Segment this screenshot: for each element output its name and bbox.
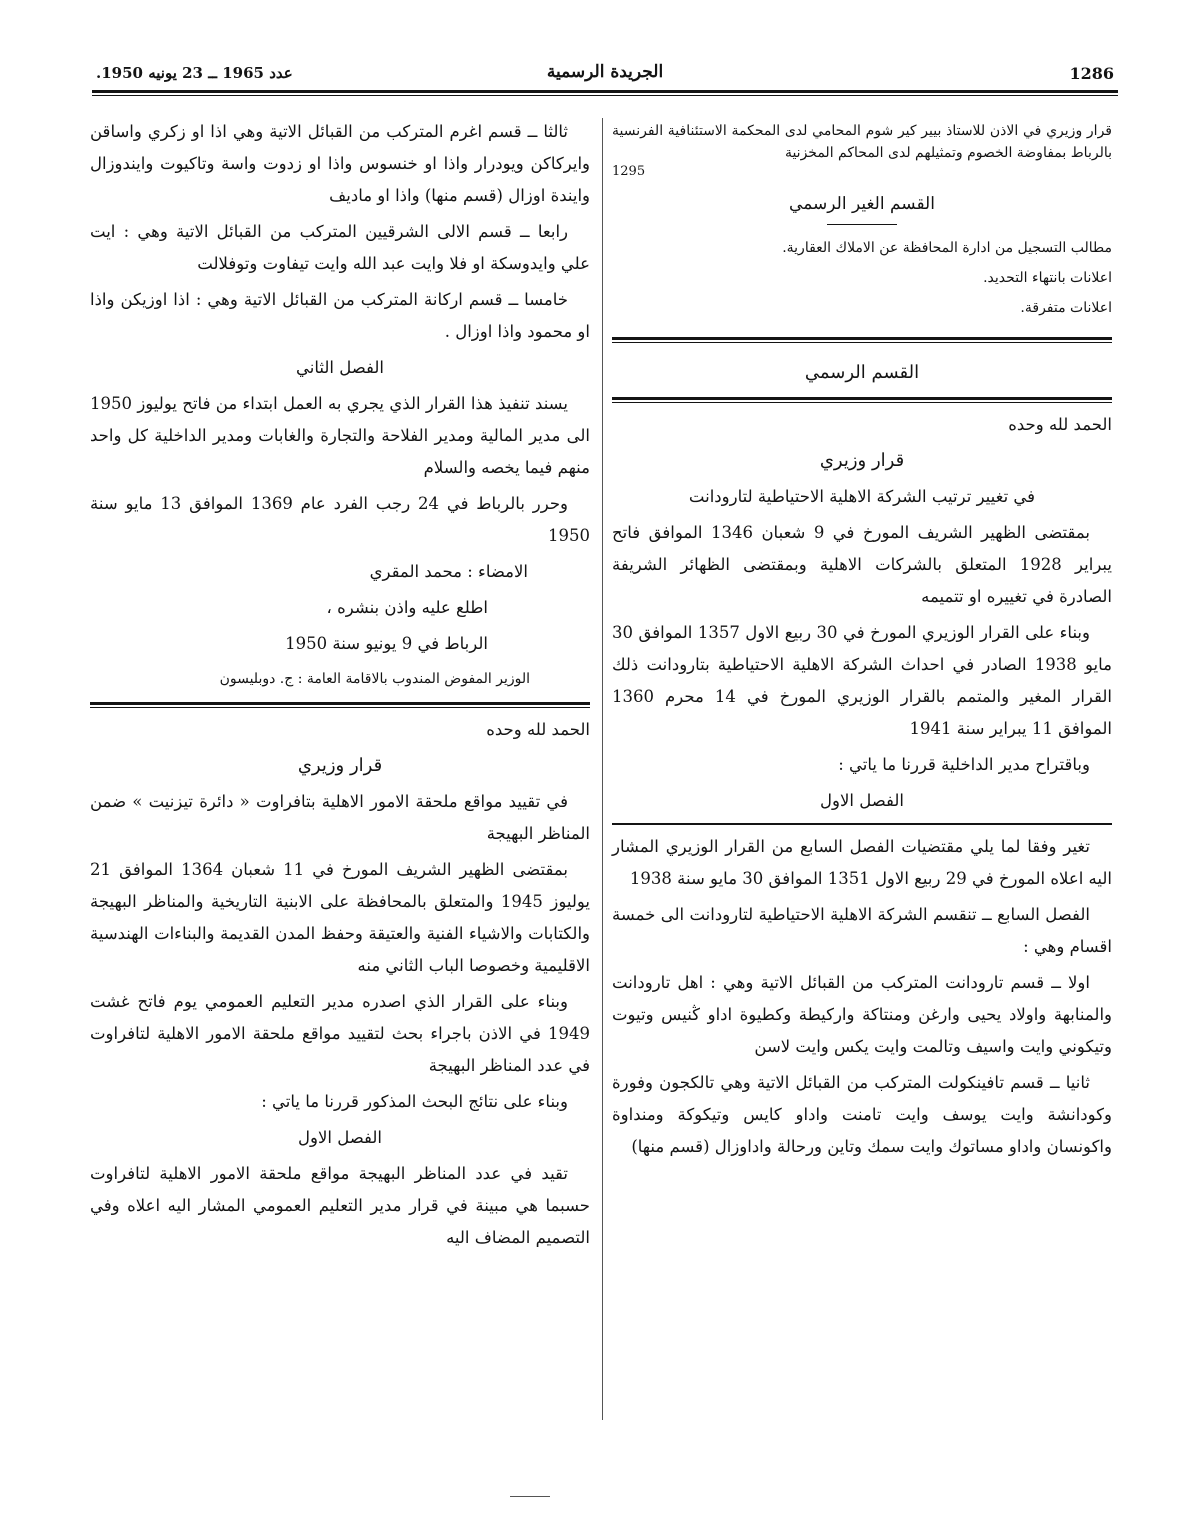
decree-paragraph: وحرر بالرباط في 24 رجب الفرد عام 1369 الموافق 13 مايو سنة 1950	[90, 494, 590, 545]
decree-paragraph: رابعا ــ قسم الالى الشرقيين المتركب من القبائل الاتية وهي : ايت علي وايدوسكة او فلا وايت عبد الله وايت تيفاوت وتوفلالت	[90, 222, 590, 273]
toc-item: مطالب التسجيل من ادارة المحافظة عن الاملاك العقارية.	[782, 240, 1112, 256]
decree-paragraph: الفصل السابع ــ تنقسم الشركة الاهلية الاحتياطية لتارودانت الى خمسة اقسام وهي :	[612, 905, 1112, 956]
header-rule-thin	[92, 95, 1118, 96]
short-separator	[827, 224, 897, 225]
decree-separator	[90, 702, 590, 705]
toc-entry-page: 1295	[612, 164, 646, 179]
decree-subject: في تقييد مواقع ملحقة الامور الاهلية بتافراوت « دائرة تيزنيت » ضمن المناظر البهيجة	[90, 792, 590, 843]
issue-info: عدد 1965 ــ 23 يونيه 1950.	[96, 64, 293, 82]
praise-line: الحمد لله وحده	[486, 720, 590, 739]
approval-line: اطلع عليه واذن بنشره ،	[326, 598, 488, 617]
toc-entry	[612, 120, 1112, 164]
decree-paragraph: تغير وفقا لما يلي مقتضيات الفصل السابع من القرار الوزيري المشار اليه اعلاه المورخ في 29 ربيع الاول 1351 الموافق 30 مايو سنة 1938	[612, 837, 1112, 888]
decree-paragraph: بمقتضى الظهير الشريف المورخ في 11 شعبان 1364 الموافق 21 يوليوز 1945 والمتعلق بالمحافظة على الابنية التاريخية والمناظر البهيجة والكتابات والاشياء الفنية والعتيقة وحفظ المدن القديمة والبناءات الهندسية الاقليمية وخصوصا الباب الثاني منه	[90, 860, 590, 975]
decree-title: قرار وزيري	[297, 755, 383, 776]
decree-subject: في تغيير ترتيب الشركة الاهلية الاحتياطية لتارودانت	[688, 487, 1036, 506]
unofficial-section-title: القسم الغير الرسمي	[789, 194, 935, 214]
section-rule	[612, 397, 1112, 400]
decree-paragraph: يسند تنفيذ هذا القرار الذي يجري به العمل ابتداء من فاتح يوليوز 1950 الى مدير المالية ومدير الفلاحة والتجارة والغابات ومدير الداخلية كل واحد منهم فيما يخصه والسلام	[90, 394, 590, 477]
chapter-heading: الفصل الاول	[820, 791, 904, 810]
section-rule	[612, 337, 1112, 340]
toc-item: اعلانات بانتهاء التحديد.	[983, 270, 1112, 286]
minister-line: الوزير المفوض المندوب بالاقامة العامة : ج. دوبليسون	[219, 671, 530, 687]
left-column	[90, 116, 590, 1258]
page-number: 1286	[1069, 64, 1114, 83]
decree-paragraph: ثانيا ــ قسم تافينكولت المتركب من القبائل الاتية وهي تالكجون وفورة وكودانشة وايت يوسف وايت تامنت واداو كايس وتيكوكة ومنداوة واكونسان واداو مساتوك وايت سمك وتاين ورحالة واداوزال (قسم منها)	[612, 1073, 1112, 1156]
chapter-heading: الفصل الاول	[298, 1128, 382, 1147]
decree-title: قرار وزيري	[819, 450, 905, 471]
decree-paragraph: وبناء على القرار الذي اصدره مدير التعليم العمومي يوم فاتح غشت 1949 في الاذن باجراء بحث لتقييد مواقع ملحقة الامور الاهلية لتافراوت في عدد المناظر البهيجة	[90, 992, 590, 1075]
right-column	[612, 114, 1112, 1167]
decree-paragraph: وباقتراح مدير الداخلية قررنا ما ياتي :	[838, 755, 1090, 774]
footer-mark	[510, 1496, 550, 1497]
header-rule	[92, 90, 1118, 93]
journal-title: الجريدة الرسمية	[546, 62, 664, 82]
decree-separator-thin	[90, 707, 590, 708]
column-divider	[602, 118, 603, 1420]
decree-paragraph: وبناء على نتائج البحث المذكور قررنا ما ياتي :	[261, 1092, 568, 1111]
place-date-line: الرباط في 9 يونيو سنة 1950	[285, 634, 488, 653]
decree-paragraph: خامسا ــ قسم اركانة المتركب من القبائل الاتية وهي : اذا اوزيكن واذا او محمود واذا اوزال .	[90, 290, 590, 341]
decree-paragraph: بمقتضى الظهير الشريف المورخ في 9 شعبان 1346 الموافق فاتح يبراير 1928 المتعلق بالشركات الاهلية وبمقتضى الظهائر الشريفة الصادرة في تغييره او تتميمه	[612, 523, 1112, 606]
decree-paragraph: اولا ــ قسم تارودانت المتركب من القبائل الاتية وهي : اهل تارودانت والمنابهة واولاد يحيى وارغن ومنتاكة واركيطة وكطيوة اداو ڭنيس وتيوت وتيكوني وايت واسيف وتالمت وايت يكس وايت لاسن	[612, 973, 1112, 1056]
decree-paragraph: ثالثا ــ قسم اغرم المتركب من القبائل الاتية وهي اذا او زكري واساقن وايركاكن ويودرار واذا او خنسوس واذا او زدوت واسة وتاكيوت وايندوزال وايندة اوزال (قسم منها) واذا او ماديف	[90, 122, 590, 205]
decree-paragraph: تقيد في عدد المناظر البهيجة مواقع ملحقة الامور الاهلية لتافراوت حسبما هي مبينة في قرار مدير التعليم العمومي المشار اليه اعلاه وفي التصميم المضاف اليه	[90, 1164, 590, 1247]
section-rule-thin	[612, 402, 1112, 403]
praise-line: الحمد لله وحده	[1008, 415, 1112, 434]
decree-paragraph: وبناء على القرار الوزيري المورخ في 30 ربيع الاول 1357 الموافق 30 مايو 1938 الصادر في احداث الشركة الاهلية الاحتياطية بتارودانت ذلك القرار المغير والمتمم بالقرار الوزيري المورخ في 14 محرم 1360 الموافق 11 يبراير سنة 1941	[612, 623, 1112, 738]
chapter-heading: الفصل الثاني	[296, 358, 384, 377]
signature-line: الامضاء : محمد المقري	[369, 562, 528, 581]
toc-entry-text: قرار وزيري في الاذن للاستاذ بيير كير شوم المحامي لدى المحكمة الاستئنافية الفرنسية بالرباط بمفاوضة الخصوم وتمثيلهم لدى المحاكم المخزنية	[612, 123, 1112, 161]
section-rule-thin	[612, 342, 1112, 343]
page-header	[92, 62, 1118, 86]
official-section-title: القسم الرسمي	[804, 362, 920, 383]
section-rule	[612, 823, 1112, 825]
toc-item: اعلانات متفرقة.	[1020, 300, 1112, 316]
